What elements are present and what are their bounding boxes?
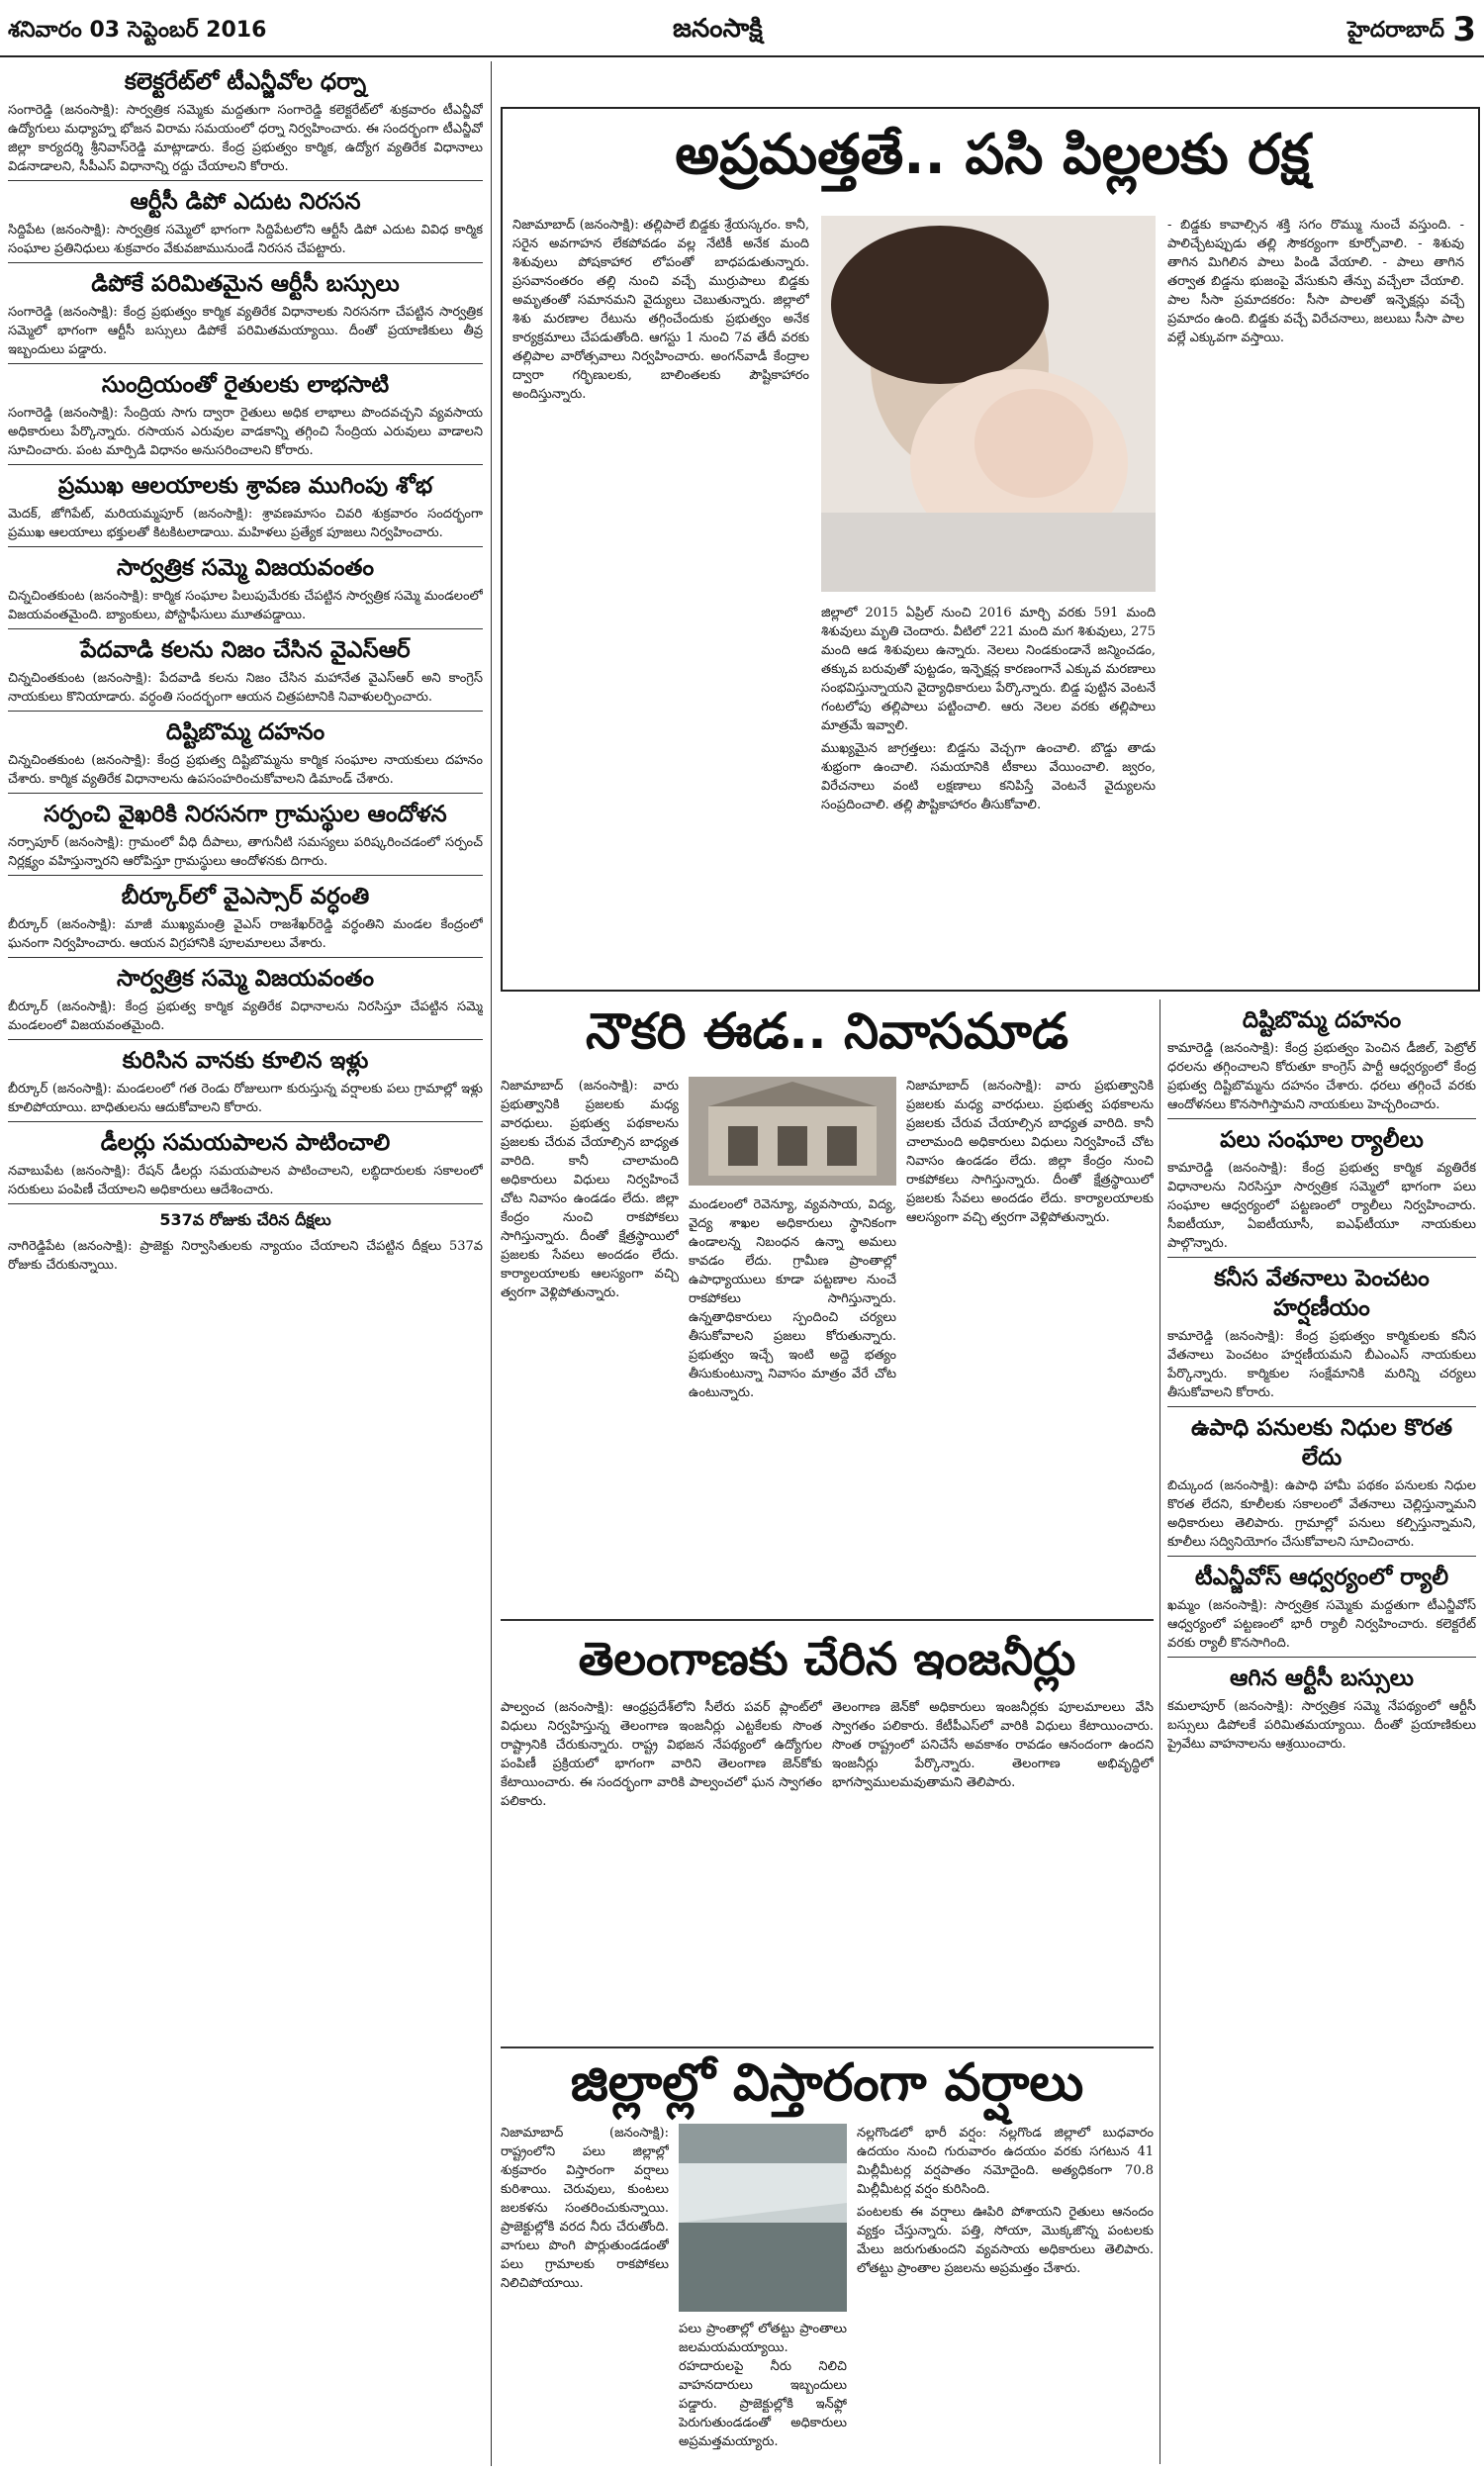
news-item: [1167, 1413, 1476, 1552]
jobs-article: [501, 999, 1154, 1613]
news-body: ఖమ్మం (జనంసాక్షి): సార్వత్రిక సమ్మెకు మద్దతుగా టీఎన్జీవోస్ ఆధ్వర్యంలో పట్టణంలో భారీ ర్యాలీ నిర్వహించారు. కలెక్టరేట్ వరకు ర్యాలీ కొనసాగింది.: [1167, 1598, 1476, 1651]
right-column: [1167, 999, 1476, 2464]
engineers-article: [501, 1623, 1154, 2039]
news-item: [8, 1046, 483, 1117]
news-body: సంగారెడ్డి (జనంసాక్షి): సార్వత్రిక సమ్మెకు మద్దతుగా సంగారెడ్డి కలెక్టరేట్‌లో శుక్రవారం టీఎన్జీవో ఉద్యోగులు మధ్యాహ్న భోజన విరామ సమయంలో ధర్నా నిర్వహించారు. ఈ సందర్భంగా టీఎన్జీవో జిల్లా కార్యదర్శి శ్రీనివాస్‌రెడ్డి మాట్లాడారు. కేంద్ర ప్రభుత్వం కార్మిక, ఉద్యోగ వ్యతిరేక విధానాలు విడనాడాలని, సీపీఎస్ విధానాన్ని రద్దు చేయాలని కోరారు.: [8, 103, 483, 174]
news-body: కామారెడ్డి (జనంసాక్షి): కేంద్ర ప్రభుత్వం కార్మికులకు కనీస వేతనాలు పెంచటం హర్షణీయమని బీఎంఎస్ నాయకులు పేర్కొన్నారు. కార్మికుల సంక్షేమానికి మరిన్ని చర్యలు తీసుకోవాలని కోరారు.: [1167, 1329, 1476, 1400]
news-headline: బీర్కూర్‌లో వైఎస్సార్ వర్ధంతి: [121, 884, 370, 909]
jobs-text: మండలంలో రెవెన్యూ, వ్యవసాయ, విద్య, వైద్య శాఖల అధికారులు స్థానికంగా ఉండాలన్న నిబంధన ఉన్నా అమలు కావడం లేదు. గ్రామీణ ప్రాంతాల్లో ఉపాధ్యాయులు కూడా పట్టణాల నుంచే రాకపోకలు సాగిస్తున్నారు. ఉన్నతాధికారులు స్పందించి చర్యలు తీసుకోవాలని ప్రజలు కోరుతున్నారు. ప్రభుత్వం ఇచ్చే ఇంటి అద్దె భత్యం తీసుకుంటున్నా నివాసం మాత్రం వేరే చోట ఉంటున్నారు.: [689, 1197, 896, 1400]
news-headline: ఉపాధి పనులకు నిధుల కొరత లేదు: [1190, 1415, 1453, 1471]
news-item: [1167, 1563, 1476, 1653]
mother-child-photo: [821, 216, 1156, 592]
news-item: [8, 1210, 483, 1275]
feature-text: జిల్లాలో 2015 ఏప్రిల్ నుంచి 2016 మార్చి వరకు 591 మంది శిశువులు మృతి చెందారు. వీటిలో 221 మంది మగ శిశువులు, 275 మంది ఆడ శిశువులు ఉన్నారు. నెలలు నిండకుండానే జన్మించడం, తక్కువ బరువుతో పుట్టడం, ఇన్ఫెక్షన్ల కారణంగానే ఎక్కువ మరణాలు సంభవిస్తున్నాయని వైద్యాధికారులు పేర్కొన్నారు. బిడ్డ పుట్టిన వెంటనే గంటలోపు తల్లిపాలు పట్టించాలి. ఆరు నెలల వరకు తల్లిపాలు మాత్రమే ఇవ్వాలి.: [821, 606, 1156, 733]
news-item: [8, 717, 483, 789]
news-body: మెదక్, జోగిపేట్, మరియమ్మపూర్ (జనంసాక్షి): శ్రావణమాసం చివరి శుక్రవారం సందర్భంగా ప్రముఖ ఆలయాలు భక్తులతో కిటకిటలాడాయి. మహిళలు ప్రత్యేక పూజలు నిర్వహించారు.: [8, 507, 483, 540]
news-item: [8, 187, 483, 258]
feature-headline: అప్రమత్తతే.. పసి పిల్లలకు రక్ష: [675, 123, 1310, 187]
news-headline: సుంద్రియంతో రైతులకు లాభసాటి: [101, 372, 390, 398]
news-body: సిద్దిపేట (జనంసాక్షి): సార్వత్రిక సమ్మెలో భాగంగా సిద్దిపేటలోని ఆర్టీసీ డిపో ఎదుట వివిధ కార్మిక సంఘాల ప్రతినిధులు శుక్రవారం వేకువజామునుండే నిరసన చేపట్టారు.: [8, 223, 483, 256]
rains-text: పంటలకు ఈ వర్షాలు ఊపిరి పోశాయని రైతులు ఆనందం వ్యక్తం చేస్తున్నారు. పత్తి, సోయా, మొక్కజొన్న పంటలకు మేలు జరుగుతుందని వ్యవసాయ అధికారులు తెలిపారు. లోతట్టు ప్రాంతాల ప్రజలను అప్రమత్తం చేశారు.: [857, 2205, 1154, 2276]
rains-text: నిజామాబాద్ (జనంసాక్షి): రాష్ట్రంలోని పలు జిల్లాల్లో శుక్రవారం విస్తారంగా వర్షాలు కురిశాయి. చెరువులు, కుంటలు జలకళను సంతరించుకున్నాయి. ప్రాజెక్టుల్లోకి వరద నీరు చేరుతోంది. వాగులు పొంగి పొర్లుతుండడంతో పలు గ్రామాలకు రాకపోకలు నిలిచిపోయాయి.: [501, 2126, 669, 2291]
page-header: [0, 0, 1484, 57]
news-item: [8, 964, 483, 1035]
news-body: నవాబుపేట (జనంసాక్షి): రేషన్ డీలర్లు సమయపాలన పాటించాలని, లబ్ధిదారులకు సకాలంలో సరుకులు పంపిణీ చేయాలని అధికారులు ఆదేశించారు.: [8, 1164, 483, 1197]
rains-headline: జిల్లాల్లో విస్తారంగా వర్షాలు: [570, 2053, 1084, 2113]
engineers-text: పాల్వంచ (జనంసాక్షి): ఆంధ్రప్రదేశ్‌లోని సీలేరు పవర్ ప్లాంట్‌లో విధులు నిర్వహిస్తున్న తెలంగాణ ఇంజనీర్లు ఎట్టకేలకు సొంత రాష్ట్రానికి చేరుకున్నారు. రాష్ట్ర విభజన నేపథ్యంలో ఉద్యోగుల పంపిణీ ప్రక్రియలో భాగంగా వారిని తెలంగాణ జెన్‌కోకు కేటాయించారు. ఈ సందర్భంగా వారికి పాల్వంచలో ఘన స్వాగతం పలికారు.: [501, 1700, 822, 1809]
news-item: [1167, 1264, 1476, 1402]
engineers-text: తెలంగాణ జెన్‌కో అధికారులు ఇంజనీర్లకు పూలమాలలు వేసి స్వాగతం పలికారు. కేటీపీఎస్‌లో వారికి విధులు కేటాయించారు. సొంత రాష్ట్రంలో పనిచేసే అవకాశం రావడం ఆనందంగా ఉందని ఇంజనీర్లు పేర్కొన్నారు. తెలంగాణ అభివృద్ధిలో భాగస్వాములమవుతామని తెలిపారు.: [832, 1700, 1154, 1790]
rains-article: [501, 2050, 1154, 2466]
rains-text: నల్లగొండలో భారీ వర్షం: నల్లగొండ జిల్లాలో బుధవారం ఉదయం నుంచి గురువారం ఉదయం వరకు సగటున 41 మిల్లీమీటర్ల వర్షపాతం నమోదైంది. అత్యధికంగా 70.8 మిల్లీమీటర్ల వర్షం కురిసింది.: [857, 2126, 1154, 2197]
news-item: [8, 882, 483, 953]
news-item: [8, 800, 483, 871]
page-number: 3: [1452, 10, 1476, 49]
news-body: బీర్కూర్ (జనంసాక్షి): మండలంలో గత రెండు రోజులుగా కురుస్తున్న వర్షాలకు పలు గ్రామాల్లో ఇళ్లు కూలిపోయాయి. బాధితులను ఆదుకోవాలని కోరారు.: [8, 1082, 483, 1115]
news-headline: టీఎన్జీవోస్ ఆధ్వర్యంలో ర్యాలీ: [1194, 1565, 1449, 1590]
news-headline: 537వ రోజుకు చేరిన దీక్షలు: [159, 1210, 331, 1229]
news-headline: ప్రముఖ ఆలయాలకు శ్రావణ ముగింపు శోభ: [57, 473, 433, 499]
news-item: [8, 635, 483, 707]
news-item: [8, 471, 483, 542]
news-headline: పలు సంఘాల ర్యాలీలు: [1220, 1127, 1424, 1153]
feature-text: ముఖ్యమైన జాగ్రత్తలు: బిడ్డను వెచ్చగా ఉంచాలి. బొడ్డు తాడు శుభ్రంగా ఉంచాలి. సమయానికి టీకాలు వేయించాలి. జ్వరం, విరేచనాలు వంటి లక్షణాలు కనిపిస్తే వెంటనే వైద్యులను సంప్రదించాలి. తల్లి పౌష్టికాహారం తీసుకోవాలి.: [821, 741, 1156, 812]
feature-text: నిజామాబాద్ (జనంసాక్షి): తల్లిపాలే బిడ్డకు శ్రేయస్కరం. కానీ, సరైన అవగాహన లేకపోవడం వల్ల నేటికీ అనేక మంది శిశువులు పోషకాహార లోపంతో బాధపడుతున్నారు. ప్రసవానంతరం తల్లి నుంచి వచ్చే ముర్రుపాలు బిడ్డకు అమృతంతో సమానమని వైద్యులు చెబుతున్నారు. జిల్లాలో శిశు మరణాల రేటును తగ్గించేందుకు ప్రభుత్వం అనేక కార్యక్రమాలు చేపడుతోంది. ఆగస్టు 1 నుంచి 7వ తేదీ వరకు తల్లిపాల వారోత్సవాలు నిర్వహించారు. అంగన్‌వాడీ కేంద్రాల ద్వారా గర్భిణులకు, బాలింతలకు పౌష్టికాహారం అందిస్తున్నారు.: [512, 218, 809, 402]
engineers-headline: తెలంగాణకు చేరిన ఇంజనీర్లు: [578, 1632, 1076, 1685]
news-headline: పేదవాడి కలను నిజం చేసిన వైఎస్ఆర్: [80, 637, 411, 663]
news-item: [1167, 1005, 1476, 1114]
news-headline: కురిసిన వానకు కూలిన ఇళ్లు: [122, 1048, 369, 1074]
header-date: శనివారం 03 సెప్టెంబర్ 2016: [8, 18, 267, 43]
building-photo: [689, 1077, 896, 1186]
news-item: [1167, 1125, 1476, 1253]
news-item: [8, 1128, 483, 1199]
header-city: హైదరాబాద్: [1347, 18, 1444, 43]
news-item: [8, 370, 483, 460]
newspaper-name: జనంసాక్షి: [673, 14, 763, 44]
news-headline: డిపోకే పరిమితమైన ఆర్టీసీ బస్సులు: [91, 271, 400, 297]
news-headline: ఆగిన ఆర్టీసీ బస్సులు: [1229, 1665, 1414, 1691]
news-item: [1167, 1664, 1476, 1754]
news-body: చిన్నచింతకుంట (జనంసాక్షి): కేంద్ర ప్రభుత్వ దిష్టిబొమ్మను కార్మిక సంఘాల నాయకులు దహనం చేశారు. కార్మిక వ్యతిరేక విధానాలను ఉపసంహరించుకోవాలని డిమాండ్ చేశారు.: [8, 753, 483, 787]
rains-text: పలు ప్రాంతాల్లో లోతట్టు ప్రాంతాలు జలమయమయ్యాయి. రహదారులపై నీరు నిలిచి వాహనదారులు ఇబ్బందులు పడ్డారు. ప్రాజెక్టుల్లోకి ఇన్‌ఫ్లో పెరుగుతుండడంతో అధికారులు అప్రమత్తమయ్యారు.: [679, 2322, 847, 2449]
news-body: సంగారెడ్డి (జనంసాక్షి): కేంద్ర ప్రభుత్వం కార్మిక వ్యతిరేక విధానాలకు నిరసనగా చేపట్టిన సార్వత్రిక సమ్మెలో భాగంగా ఆర్టీసీ బస్సులు డిపోకే పరిమితమయ్యాయి. దీంతో ప్రయాణికులు తీవ్ర ఇబ్బందులు పడ్డారు.: [8, 305, 483, 357]
left-column: [8, 61, 483, 2466]
news-headline: కలెక్టరేట్‌లో టీఎన్జీవోల ధర్నా: [124, 69, 367, 95]
news-headline: కనీస వేతనాలు పెంచటం హర్షణీయం: [1214, 1266, 1430, 1321]
news-headline: సార్వత్రిక సమ్మె విజయవంతం: [116, 555, 375, 581]
feature-article: [501, 107, 1480, 992]
news-headline: దిష్టిబొమ్మ దహనం: [1242, 1007, 1402, 1033]
news-headline: సర్పంచి వైఖరికి నిరసనగా గ్రామస్థుల ఆందోళన: [44, 802, 447, 827]
feature-text: - బిడ్డకు కావాల్సిన శక్తి సగం రొమ్ము నుంచే వస్తుంది. - పాలిచ్చేటప్పుడు తల్లి సౌకర్యంగా కూర్చోవాలి. - శిశువు తాగిన మిగిలిన పాలు పిండి వేయాలి. - పాలు తాగిన తర్వాత బిడ్డను భుజంపై వేసుకుని తేన్పు వచ్చేలా చేయాలి. పాల సీసా ప్రమాదకరం: సీసా పాలతో ఇన్ఫెక్షన్లు వచ్చే ప్రమాదం ఉంది. బిడ్డకు వచ్చే విరేచనాలు, జలుబు సీసా పాల వల్లే ఎక్కువగా వస్తాయి.: [1167, 218, 1464, 345]
news-body: నర్సాపూర్ (జనంసాక్షి): గ్రామంలో వీధి దీపాలు, తాగునీటి సమస్యలు పరిష్కరించడంలో సర్పంచ్ నిర్లక్ష్యం వహిస్తున్నారని ఆరోపిస్తూ గ్రామస్థులు ఆందోళనకు దిగారు.: [8, 835, 483, 869]
jobs-text: నిజామాబాద్ (జనంసాక్షి): వారు ప్రభుత్వానికి ప్రజలకు మధ్య వారధులు. ప్రభుత్వ పథకాలను ప్రజలకు చేరువ చేయాల్సిన బాధ్యత వారిది. కానీ చాలామంది అధికారులు విధులు నిర్వహించే చోట నివాసం ఉండడం లేదు. జిల్లా కేంద్రం నుంచి రాకపోకలు సాగిస్తున్నారు. దీంతో క్షేత్రస్థాయిలో ప్రజలకు సేవలు అందడం లేదు. కార్యాలయాలకు ఆలస్యంగా వచ్చి త్వరగా వెళ్లిపోతున్నారు.: [501, 1079, 679, 1300]
news-body: బిచ్కుంద (జనంసాక్షి): ఉపాధి హామీ పథకం పనులకు నిధుల కొరత లేదని, కూలీలకు సకాలంలో వేతనాలు చెల్లిస్తున్నామని అధికారులు తెలిపారు. గ్రామాల్లో పనులు కల్పిస్తున్నామని, కూలీలు సద్వినియోగం చేసుకోవాలని సూచించారు.: [1167, 1478, 1476, 1550]
news-body: నాగిరెడ్డిపేట (జనంసాక్షి): ప్రాజెక్టు నిర్వాసితులకు న్యాయం చేయాలని చేపట్టిన దీక్షలు 537వ రోజుకు చేరుకున్నాయి.: [8, 1239, 483, 1273]
news-body: చిన్నచింతకుంట (జనంసాక్షి): కార్మిక సంఘాల పిలుపుమేరకు చేపట్టిన సార్వత్రిక సమ్మె మండలంలో విజయవంతమైంది. బ్యాంకులు, పోస్టాఫీసులు మూతపడ్డాయి.: [8, 589, 483, 622]
news-body: బీర్కూర్ (జనంసాక్షి): కేంద్ర ప్రభుత్వ కార్మిక వ్యతిరేక విధానాలను నిరసిస్తూ చేపట్టిన సమ్మె మండలంలో విజయవంతమైంది.: [8, 999, 483, 1033]
waterfall-dam-photo: [679, 2124, 847, 2312]
news-body: చిన్నచింతకుంట (జనంసాక్షి): పేదవాడి కలను నిజం చేసిన మహానేత వైఎస్ఆర్ అని కాంగ్రెస్ నాయకులు కొనియాడారు. వర్ధంతి సందర్భంగా ఆయన చిత్రపటానికి నివాళులర్పించారు.: [8, 671, 483, 705]
news-item: [8, 269, 483, 359]
jobs-headline: నౌకరి ఈడ.. నివాసమాడ: [501, 999, 1154, 1063]
news-body: కామారెడ్డి (జనంసాక్షి): కేంద్ర ప్రభుత్వ కార్మిక వ్యతిరేక విధానాలను నిరసిస్తూ సార్వత్రిక సమ్మెలో భాగంగా పలు సంఘాల ఆధ్వర్యంలో పట్టణంలో ర్యాలీలు నిర్వహించారు. సీఐటీయూ, ఏఐటీయూసీ, ఐఎఫ్‌టీయూ నాయకులు పాల్గొన్నారు.: [1167, 1161, 1476, 1251]
news-body: బీర్కూర్ (జనంసాక్షి): మాజీ ముఖ్యమంత్రి వైఎస్ రాజశేఖర్‌రెడ్డి వర్ధంతిని మండల కేంద్రంలో ఘనంగా నిర్వహించారు. ఆయన విగ్రహానికి పూలమాలలు వేశారు.: [8, 917, 483, 951]
news-body: సంగారెడ్డి (జనంసాక్షి): సేంద్రియ సాగు ద్వారా రైతులు అధిక లాభాలు పొందవచ్చని వ్యవసాయ అధికారులు పేర్కొన్నారు. రసాయన ఎరువుల వాడకాన్ని తగ్గించి సేంద్రియ ఎరువులు వాడాలని సూచించారు. పంట మార్పిడి విధానం అనుసరించాలని కోరారు.: [8, 406, 483, 458]
news-headline: దిష్టిబొమ్మ దహనం: [165, 719, 325, 745]
news-headline: సార్వత్రిక సమ్మె విజయవంతం: [116, 966, 375, 992]
jobs-text: నిజామాబాద్ (జనంసాక్షి): వారు ప్రభుత్వానికి ప్రజలకు మధ్య వారధులు. ప్రభుత్వ పథకాలను ప్రజలకు చేరువ చేయాల్సిన బాధ్యత వారిది. కానీ చాలామంది అధికారులు విధులు నిర్వహించే చోట నివాసం ఉండడం లేదు. జిల్లా కేంద్రం నుంచి రాకపోకలు సాగిస్తున్నారు. దీంతో క్షేత్రస్థాయిలో ప్రజలకు సేవలు అందడం లేదు. కార్యాలయాలకు ఆలస్యంగా వచ్చి త్వరగా వెళ్లిపోతున్నారు.: [906, 1079, 1154, 1225]
news-headline: ఆర్టీసీ డిపో ఎదుట నిరసన: [130, 189, 361, 215]
news-item: [8, 67, 483, 176]
news-item: [8, 553, 483, 624]
news-body: కామారెడ్డి (జనంసాక్షి): కేంద్ర ప్రభుత్వం పెంచిన డీజిల్, పెట్రోల్ ధరలను తగ్గించాలని కోరుతూ కాంగ్రెస్ పార్టీ ఆధ్వర్యంలో కేంద్ర ప్రభుత్వ దిష్టిబొమ్మను దహనం చేశారు. ధరలు తగ్గించే వరకు ఆందోళనలు కొనసాగిస్తామని నాయకులు హెచ్చరించారు.: [1167, 1041, 1476, 1112]
news-body: కమలాపూర్ (జనంసాక్షి): సార్వత్రిక సమ్మె నేపథ్యంలో ఆర్టీసీ బస్సులు డిపోలకే పరిమితమయ్యాయి. దీంతో ప్రయాణికులు ప్రైవేటు వాహనాలను ఆశ్రయించారు.: [1167, 1699, 1476, 1752]
news-headline: డీలర్లు సమయపాలన పాటించాలి: [100, 1130, 391, 1156]
